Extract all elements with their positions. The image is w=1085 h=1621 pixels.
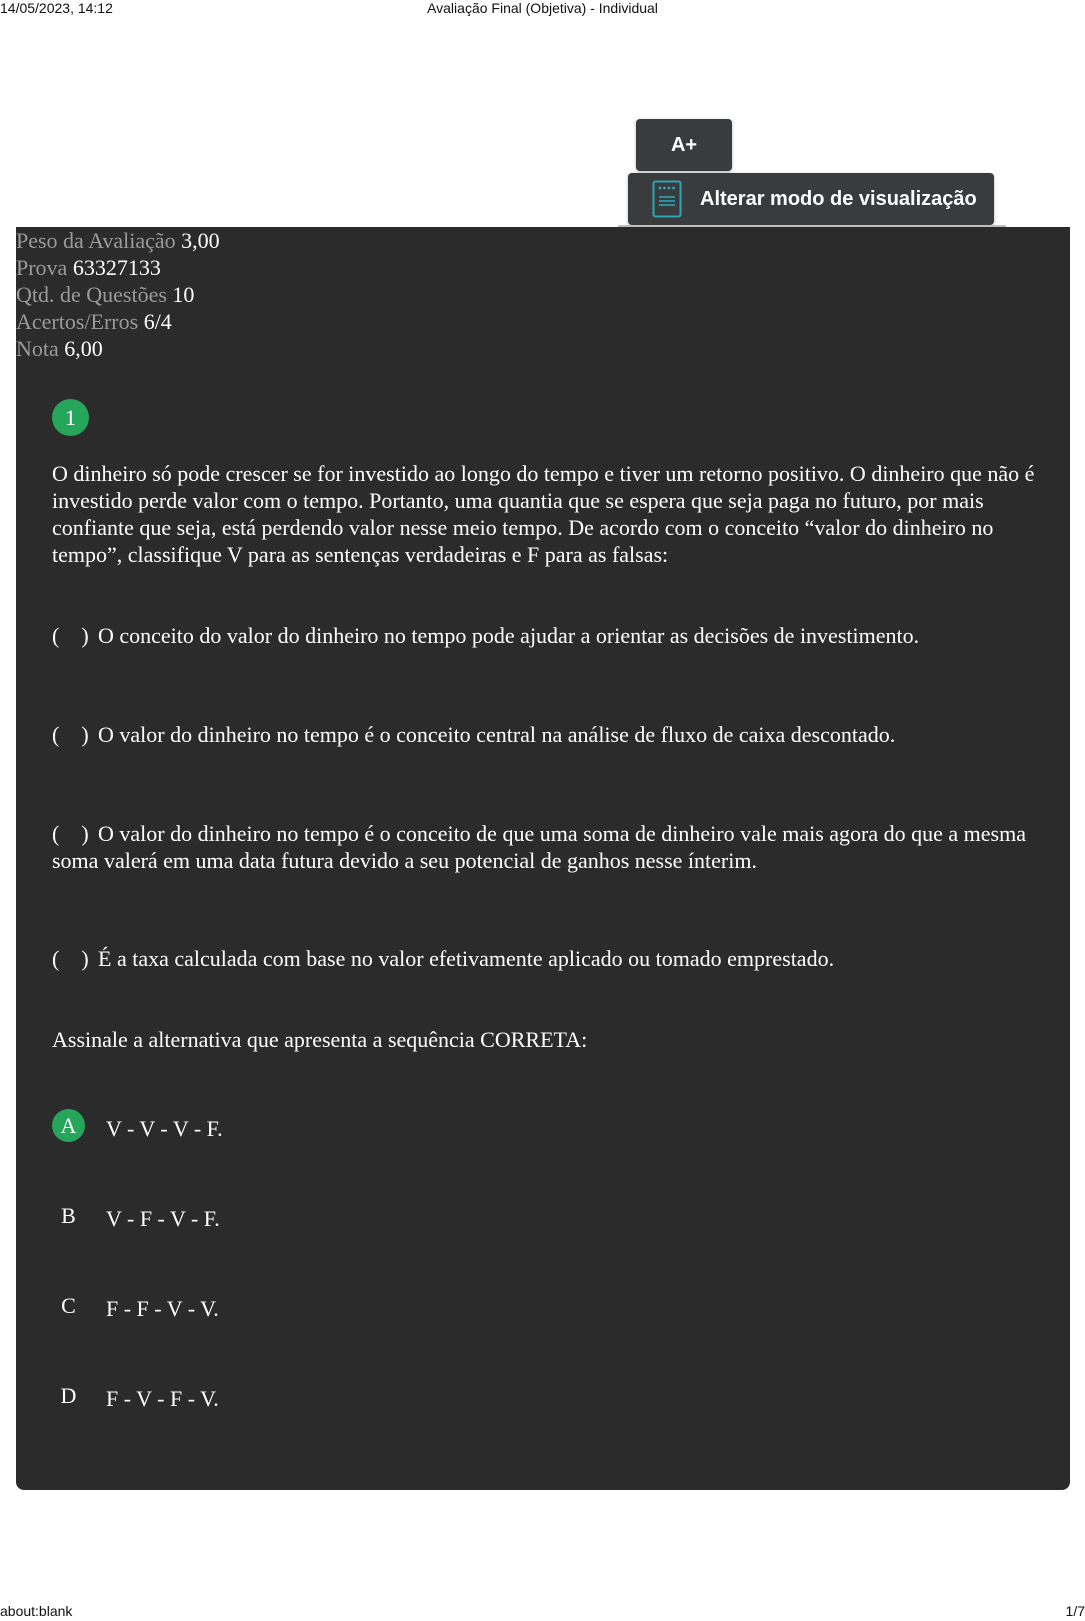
statement — [52, 622, 1048, 649]
statement — [52, 945, 1048, 972]
info-row-weight — [16, 227, 1070, 254]
exam-info-panel — [16, 227, 1070, 363]
statement-text: O conceito do valor do dinheiro no tempo pode ajudar a orientar as decisões de investimento. — [98, 623, 920, 648]
statement-marker: ( ) — [52, 722, 89, 747]
info-value: 63327133 — [72, 255, 161, 280]
option-letter: D — [60, 1382, 77, 1408]
option-text: F - F - V - V. — [106, 1296, 219, 1321]
info-label: Peso da Avaliação — [16, 228, 176, 253]
question-number-badge: 1 — [52, 399, 89, 436]
statement-text: É a taxa calculada com base no valor efetivamente aplicado ou tomado emprestado. — [98, 946, 835, 971]
option-letter: C — [61, 1292, 76, 1318]
view-mode-label: Alterar modo de visualização — [700, 187, 977, 210]
print-page-number: 1/7 — [1065, 1603, 1085, 1619]
info-label: Prova — [16, 255, 68, 280]
statement-text: O valor do dinheiro no tempo é o conceito de que uma soma de dinheiro vale mais agora do que a mesma soma valerá em uma data futura devido a seu potencial de ganhos nesse ínterim. — [52, 821, 1026, 873]
document-icon — [652, 180, 682, 218]
info-row-hits-errors — [16, 308, 1070, 335]
option-text: V - V - V - F. — [106, 1116, 223, 1141]
option-c[interactable] — [52, 1289, 952, 1329]
statement — [52, 820, 1048, 874]
print-datetime: 14/05/2023, 14:12 — [0, 0, 113, 16]
info-label: Acertos/Erros — [16, 309, 139, 334]
font-size-increase-button[interactable]: A+ — [636, 119, 732, 171]
view-mode-button[interactable] — [628, 173, 994, 225]
statement-text: O valor do dinheiro no tempo é o conceito central na análise de fluxo de caixa descontado. — [98, 722, 896, 747]
question-instruction: Assinale a alternativa que apresenta a sequência CORRETA: — [52, 1027, 588, 1052]
statement-marker: ( ) — [52, 946, 89, 971]
info-value: 6,00 — [64, 336, 103, 361]
print-footer — [0, 1603, 1085, 1621]
info-row-question-count — [16, 281, 1070, 308]
statement-marker: ( ) — [52, 821, 89, 846]
option-b[interactable] — [52, 1199, 952, 1239]
question-card — [16, 363, 1070, 1490]
print-url: about:blank — [0, 1603, 73, 1619]
statement-marker: ( ) — [52, 623, 89, 648]
statement — [52, 721, 1048, 748]
option-letter-selected: A — [52, 1109, 85, 1142]
question-text: O dinheiro só pode crescer se for investido ao longo do tempo e tiver um retorno positivo. O dinheiro que não é investido perde valor com o tempo. Portanto, uma quantia que se espera que seja paga no futuro, por mais confiante que seja, está perdendo valor nesse meio tempo. De acordo com o conceito “valor do dinheiro no tempo”, classifique V para as sentenças verdadeiras e F para as falsas: — [52, 461, 1035, 567]
info-label: Qtd. de Questões — [16, 282, 167, 307]
info-value: 6/4 — [143, 309, 172, 334]
option-text: F - V - F - V. — [106, 1386, 219, 1411]
info-row-exam-id — [16, 254, 1070, 281]
info-label: Nota — [16, 336, 59, 361]
print-header — [0, 0, 1085, 18]
option-d[interactable] — [52, 1379, 952, 1419]
info-row-grade — [16, 335, 1070, 362]
option-letter: B — [61, 1202, 76, 1228]
option-text: V - F - V - F. — [106, 1206, 220, 1231]
option-a[interactable] — [52, 1109, 952, 1149]
info-value: 3,00 — [181, 228, 220, 253]
print-title: Avaliação Final (Objetiva) - Individual — [427, 0, 658, 16]
info-value: 10 — [172, 282, 195, 307]
